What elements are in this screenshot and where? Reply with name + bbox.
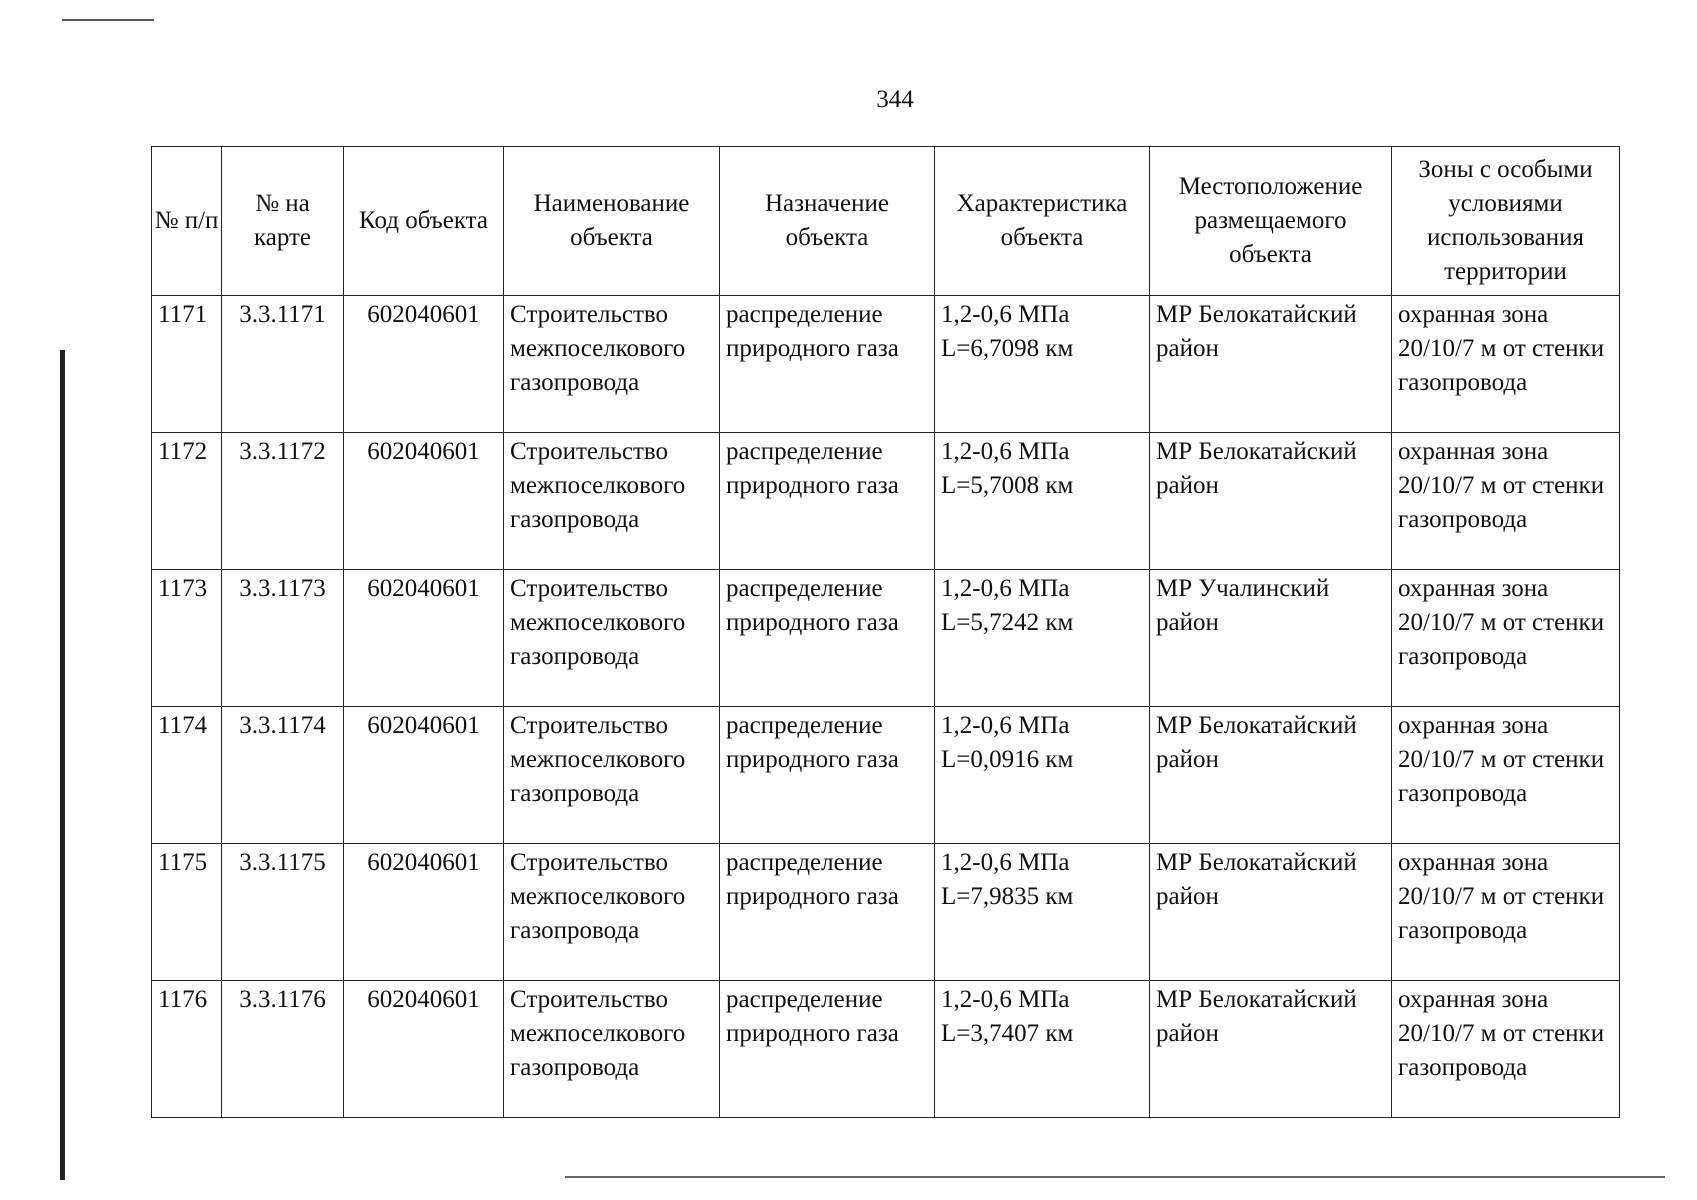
cell-map-no: 3.3.1174 (222, 707, 344, 844)
cell-purpose: распределение природного газа (720, 296, 935, 433)
table-header-row (152, 147, 1620, 296)
cell-pressure: 1,2-0,6 МПа (941, 849, 1070, 876)
cell-zone: охранная зона 20/10/7 м от стенки газопровода (1392, 707, 1620, 844)
cell-zone: охранная зона 20/10/7 м от стенки газопровода (1392, 981, 1620, 1118)
cell-name: Строительство межпоселкового газопровода (504, 296, 720, 433)
cell-num: 1171 (152, 296, 222, 433)
cell-location: МР Белокатайский район (1150, 707, 1392, 844)
cell-name: Строительство межпоселкового газопровода (504, 570, 720, 707)
header-name: Наименование объекта (504, 147, 720, 296)
cell-pressure: 1,2-0,6 МПа (941, 301, 1070, 328)
cell-characteristic (935, 707, 1150, 844)
scan-artifact-left (60, 350, 65, 1180)
cell-purpose: распределение природного газа (720, 844, 935, 981)
cell-characteristic (935, 433, 1150, 570)
cell-map-no: 3.3.1176 (222, 981, 344, 1118)
header-location: Местоположение размещаемого объекта (1150, 147, 1392, 296)
cell-pressure: 1,2-0,6 МПа (941, 712, 1070, 739)
cell-code: 602040601 (344, 844, 504, 981)
cell-purpose: распределение природного газа (720, 981, 935, 1118)
cell-location: МР Учалинский район (1150, 570, 1392, 707)
cell-length: L=7,9835 км (941, 883, 1074, 910)
cell-name: Строительство межпоселкового газопровода (504, 707, 720, 844)
table-row (152, 844, 1620, 981)
cell-map-no: 3.3.1172 (222, 433, 344, 570)
cell-map-no: 3.3.1175 (222, 844, 344, 981)
cell-length: L=5,7242 км (941, 609, 1074, 636)
cell-num: 1176 (152, 981, 222, 1118)
cell-purpose: распределение природного газа (720, 433, 935, 570)
table-row (152, 981, 1620, 1118)
header-purpose: Назначение объекта (720, 147, 935, 296)
header-characteristic: Характеристика объекта (935, 147, 1150, 296)
cell-num: 1172 (152, 433, 222, 570)
header-num: № п/п (152, 147, 222, 296)
cell-length: L=5,7008 км (941, 472, 1074, 499)
cell-length: L=6,7098 км (941, 335, 1074, 362)
cell-name: Строительство межпоселкового газопровода (504, 433, 720, 570)
header-zone: Зоны с особыми условиями использования территории (1392, 147, 1620, 296)
table-row (152, 570, 1620, 707)
cell-characteristic (935, 981, 1150, 1118)
table-row (152, 433, 1620, 570)
cell-characteristic (935, 296, 1150, 433)
cell-zone: охранная зона 20/10/7 м от стенки газопровода (1392, 570, 1620, 707)
cell-pressure: 1,2-0,6 МПа (941, 986, 1070, 1013)
cell-pressure: 1,2-0,6 МПа (941, 438, 1070, 465)
cell-purpose: распределение природного газа (720, 707, 935, 844)
table-row (152, 707, 1620, 844)
cell-num: 1173 (152, 570, 222, 707)
page-number: 344 (876, 86, 914, 113)
objects-table (151, 146, 1620, 1118)
cell-location: МР Белокатайский район (1150, 844, 1392, 981)
cell-num: 1174 (152, 707, 222, 844)
cell-length: L=0,0916 км (941, 746, 1074, 773)
cell-pressure: 1,2-0,6 МПа (941, 575, 1070, 602)
cell-code: 602040601 (344, 707, 504, 844)
cell-zone: охранная зона 20/10/7 м от стенки газопровода (1392, 433, 1620, 570)
cell-code: 602040601 (344, 296, 504, 433)
cell-location: МР Белокатайский район (1150, 433, 1392, 570)
cell-zone: охранная зона 20/10/7 м от стенки газопровода (1392, 844, 1620, 981)
cell-num: 1175 (152, 844, 222, 981)
cell-map-no: 3.3.1173 (222, 570, 344, 707)
cell-name: Строительство межпоселкового газопровода (504, 981, 720, 1118)
cell-name: Строительство межпоселкового газопровода (504, 844, 720, 981)
header-map-no: № на карте (222, 147, 344, 296)
scan-artifact-top (62, 19, 154, 21)
cell-code: 602040601 (344, 433, 504, 570)
cell-characteristic (935, 570, 1150, 707)
table-row (152, 296, 1620, 433)
cell-characteristic (935, 844, 1150, 981)
cell-purpose: распределение природного газа (720, 570, 935, 707)
cell-code: 602040601 (344, 981, 504, 1118)
cell-map-no: 3.3.1171 (222, 296, 344, 433)
cell-code: 602040601 (344, 570, 504, 707)
header-code: Код объекта (344, 147, 504, 296)
cell-zone: охранная зона 20/10/7 м от стенки газопровода (1392, 296, 1620, 433)
cell-location: МР Белокатайский район (1150, 296, 1392, 433)
scan-artifact-bottom (565, 1176, 1665, 1178)
cell-length: L=3,7407 км (941, 1020, 1074, 1047)
cell-location: МР Белокатайский район (1150, 981, 1392, 1118)
